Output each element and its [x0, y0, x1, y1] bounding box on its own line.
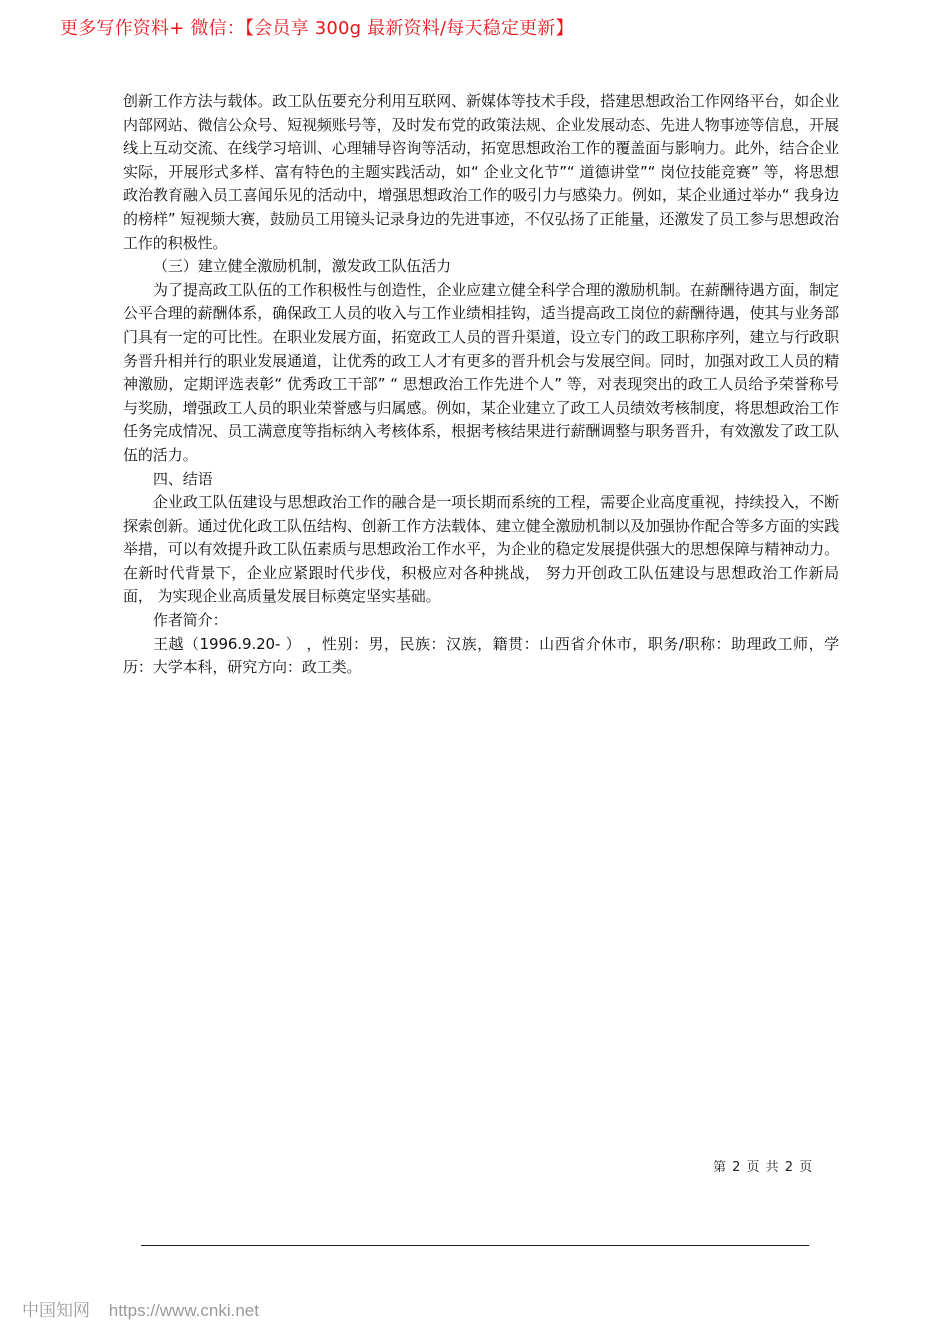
watermark-url: https://www.cnki.net: [108, 1301, 259, 1320]
page-number: 第 2 页 共 2 页: [713, 1160, 814, 1175]
section-heading-conclusion: 四、结语: [153, 469, 213, 488]
paragraph-conclusion: 企业政工队伍建设与思想政治工作的融合是一项长期而系统的工程，需要企业高度重视，持续投入，不断探索创新。通过优化政工队伍结构、创新工作方法载体、建立健全激励机制以及加强协作配合等多方面的实践举措，可以有效提升政工队伍素质与思想政治工作水平，为企业的稳定发展提供强大的思想保障与精神动力。在新时代背景下，企业应紧跟时代步伐，积极应对各种挑战， 努力开创政工队伍建设与思想政治工作新局面， 为实现企业高质量发展目标奠定坚实基础。: [123, 493, 839, 606]
promo-banner: 更多写作资料+ 微信：【会员享 300g 最新资料/每天稳定更新】: [60, 18, 574, 39]
watermark-site-name: 中国知网: [22, 1301, 90, 1320]
footer-divider: [141, 1245, 809, 1246]
document-body: [123, 90, 839, 680]
author-bio: 王越（1996.9.20- ） ，性别：男，民族：汉族，籍贯：山西省介休市，职务/职称：助理政工师，学历：大学本科，研究方向：政工类。: [123, 634, 839, 677]
cnki-watermark: [22, 1296, 259, 1321]
paragraph-methods-continued: 创新工作方法与载体。政工队伍要充分利用互联网、新媒体等技术手段，搭建思想政治工作网络平台，如企业内部网站、微信公众号、短视频账号等，及时发布党的政策法规、企业发展动态、先进人物事迹等信息，开展线上互动交流、在线学习培训、心理辅导咨询等活动，拓宽思想政治工作的覆盖面与影响力。此外，结合企业实际，开展形式多样、富有特色的主题实践活动，如“ 企业文化节”“ 道德讲堂”“ 岗位技能竞赛” 等，将思想政治教育融入员工喜闻乐见的活动中，增强思想政治工作的吸引力与感染力。例如，某企业通过举办“ 我身边的榜样” 短视频大赛，鼓励员工用镜头记录身边的先进事迹，不仅弘扬了正能量，还激发了员工参与思想政治工作的积极性。: [123, 92, 839, 252]
author-bio-heading: 作者简介：: [153, 611, 228, 630]
paragraph-incentive: 为了提高政工队伍的工作积极性与创造性，企业应建立健全科学合理的激励机制。在薪酬待遇方面，制定公平合理的薪酬体系，确保政工人员的收入与工作业绩相挂钩，适当提高政工岗位的薪酬待遇，使其与业务部门具有一定的可比性。在职业发展方面，拓宽政工人员的晋升渠道，设立专门的政工职称序列，建立与行政职务晋升相并行的职业发展通道，让优秀的政工人才有更多的晋升机会与发展空间。同时，加强对政工人员的精神激励，定期评选表彰“ 优秀政工干部” “ 思想政治工作先进个人” 等，对表现突出的政工人员给予荣誉称号与奖励，增强政工人员的职业荣誉感与归属感。例如，某企业建立了政工人员绩效考核制度，将思想政治工作任务完成情况、员工满意度等指标纳入考核体系，根据考核结果进行薪酬调整与职务晋升，有效激发了政工队伍的活力。: [123, 280, 839, 464]
section-heading-incentive: （三）建立健全激励机制，激发政工队伍活力: [153, 257, 452, 276]
